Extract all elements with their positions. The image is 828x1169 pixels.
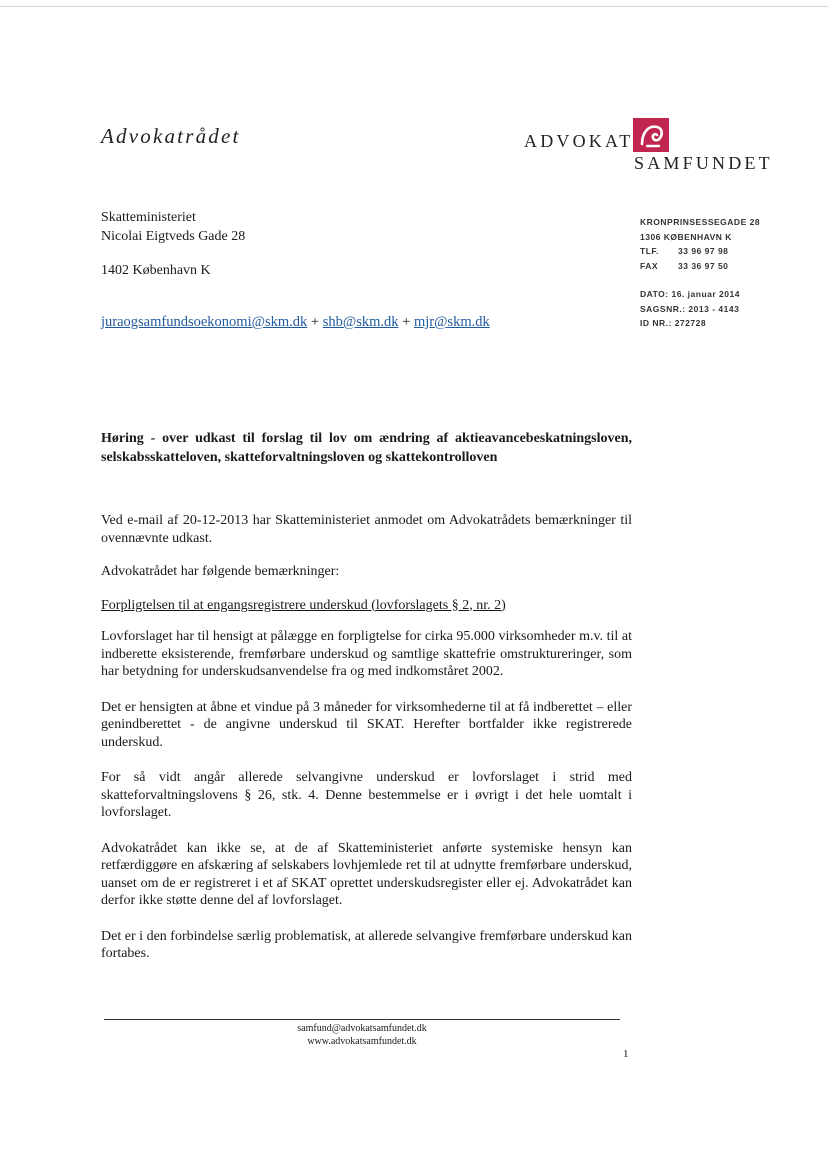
fax-value: 33 36 97 50 xyxy=(678,260,729,271)
fax-label: FAX xyxy=(640,260,659,271)
letter-body xyxy=(101,512,632,981)
page-number: 1 xyxy=(623,1048,629,1060)
sender-info xyxy=(640,215,760,331)
paragraph-3: Lovforslaget har til hensigt at pålægge en forpligtelse for cirka 95.000 virksomheder m.v. til at indberette eksisterende, fremførbare underskud og samtlige skattefrie omstruktureringer, som har betydning for underskudsanvendelse fra og med indkomståret 2002. xyxy=(101,629,632,679)
paragraph-remarks: Advokatrådet har følgende bemærkninger: xyxy=(101,564,340,579)
top-rule xyxy=(0,6,828,7)
paragraph-5: For så vidt angår allerede selvangivne underskud er lovforslaget i strid med skatteforvaltningslovens § 26, stk. 4. Denne bestemmelse er i øvrigt i det hele uomtalt i lovforslaget. xyxy=(101,770,632,820)
phone-value: 33 96 97 98 xyxy=(678,246,729,256)
recipient-emails xyxy=(101,314,490,331)
paragraph-intro: Ved e-mail af 20-12-2013 har Skatteministeriet anmodet om Advokatrådets bemærkninger til ovennævnte udkast. xyxy=(101,513,632,546)
paragraph-4: Det er hensigten at åbne et vindue på 3 måneder for virksomhederne til at få indberettet – eller genindberettet - de angivne underskud til SKAT. Herefter bortfalder ikke registrerede underskud. xyxy=(101,699,632,750)
footer-rule xyxy=(104,1019,620,1020)
email-link-3[interactable]: mjr@skm.dk xyxy=(413,314,490,330)
sender-phone xyxy=(640,244,760,259)
advokatsamfundet-logo-icon xyxy=(633,118,669,152)
paragraph-7: Det er i den forbindelse særlig problematisk, at allerede selvangive fremførbare underskud kan fortabes. xyxy=(101,928,632,961)
recipient-address xyxy=(101,208,245,280)
footer-website: www.advokatsamfundet.dk xyxy=(307,1036,417,1047)
recipient-name: Skatteministeriet xyxy=(101,210,196,225)
paragraph-6: Advokatrådet kan ikke se, at de af Skatteministeriet anførte systemiske hensyn kan retfærdiggøre en afskæring af selskabers lovhjemlede ret til at udnytte fremførbare underskud, uanset om de er registreret i et af SKAT oprettet underskudsregister eller ej. Advokatrådet kan derfor ikke støtte denne del af lovforslaget. xyxy=(101,840,632,908)
recipient-city: 1402 København K xyxy=(101,263,211,278)
letter-date: DATO: 16. januar 2014 xyxy=(640,289,740,299)
sender-fax xyxy=(640,259,760,274)
letter-subject: Høring - over udkast til forslag til lov om ændring af aktieavancebeskatningsloven, selskabsskatteloven, skatteforvaltningsloven og skattekontrolloven xyxy=(101,431,632,465)
sender-street: KRONPRINSESSEGADE 28 xyxy=(640,217,761,227)
email-separator: + xyxy=(307,314,323,330)
footer xyxy=(104,1022,620,1048)
phone-label: TLF. xyxy=(640,246,659,256)
recipient-street: Nicolai Eigtveds Gade 28 xyxy=(101,229,246,244)
case-number: SAGSNR.: 2013 - 4143 xyxy=(640,303,740,314)
sender-city: 1306 KØBENHAVN K xyxy=(640,231,732,242)
footer-email: samfund@advokatsamfundet.dk xyxy=(297,1023,427,1034)
email-link-1[interactable]: juraogsamfundsoekonomi@skm.dk xyxy=(101,314,308,330)
logo-text-advokat: ADVOKAT xyxy=(524,131,634,151)
id-number: ID NR.: 272728 xyxy=(640,318,707,328)
section-heading: Forpligtelsen til at engangsregistrere underskud (lovforslagets § 2, nr. 2) xyxy=(101,597,506,613)
email-separator: + xyxy=(398,314,414,330)
logo-text-samfundet: SAMFUNDET xyxy=(634,153,773,173)
council-title: Advokatrådet xyxy=(101,124,241,148)
email-link-2[interactable]: shb@skm.dk xyxy=(322,314,399,330)
